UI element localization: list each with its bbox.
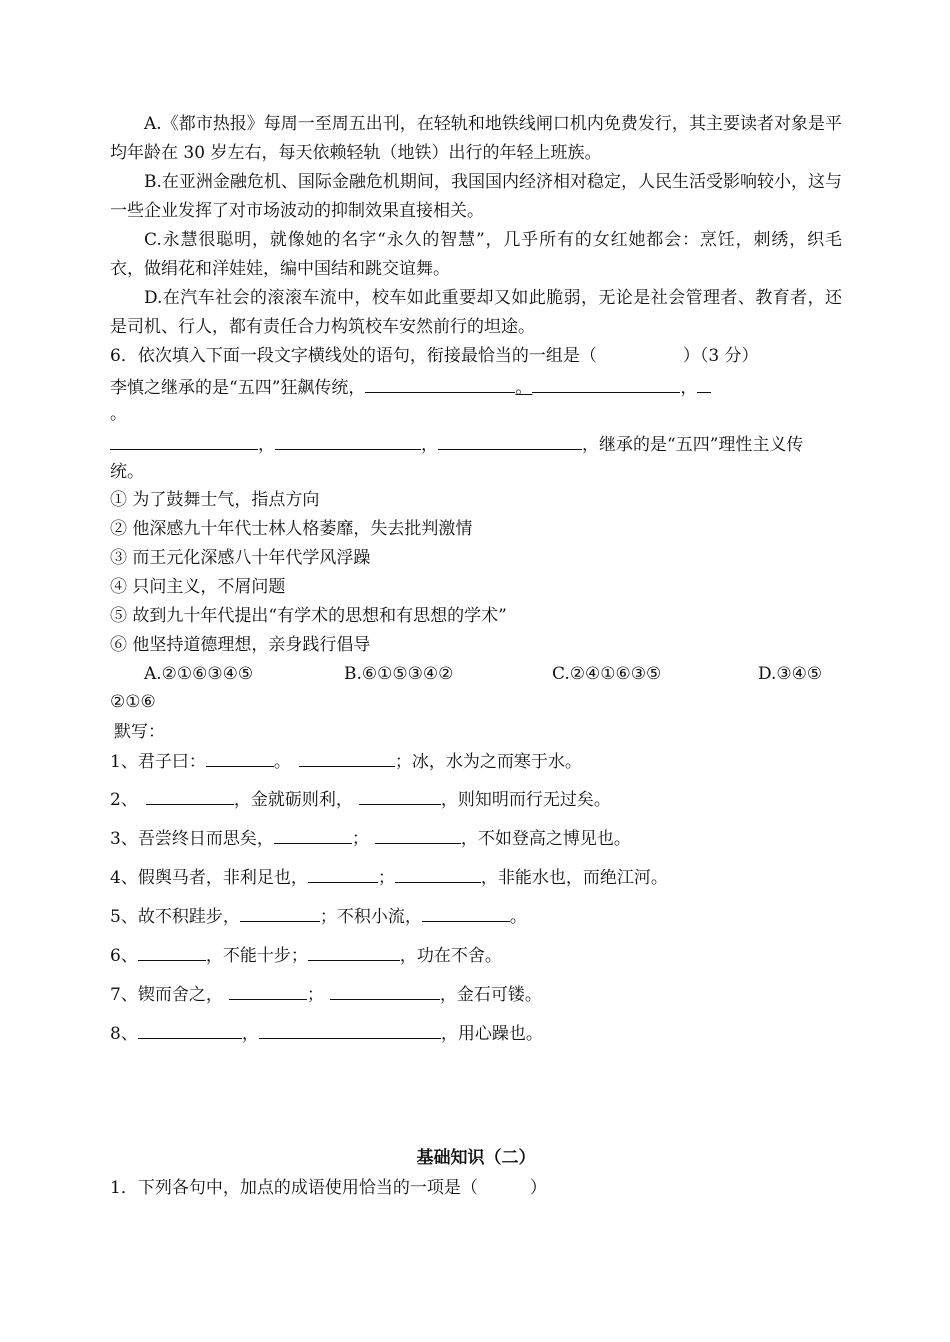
q6-item-2: ② 他深感九十年代士林人格萎靡，失去批判激情 bbox=[110, 519, 473, 539]
dictation-line-4: 4、假舆马者，非利足也， ； ，非能水也，而绝江河。 bbox=[110, 864, 668, 890]
dictation-line-7: 7、锲而舍之， ； ，金石可镂。 bbox=[110, 981, 542, 1007]
q6-item-4: ④ 只问主义，不屑问题 bbox=[110, 577, 286, 597]
blank[interactable] bbox=[422, 903, 510, 922]
dictation-line-3: 3、吾尝终日而思矣， ； ，不如登高之博见也。 bbox=[110, 825, 631, 851]
q6-item-1: ① 为了鼓舞士气，指点方向 bbox=[110, 490, 320, 510]
dictation-line-6: 6、 ，不能十步； ，功在不舍。 bbox=[110, 942, 502, 968]
blank[interactable] bbox=[138, 942, 206, 961]
blank[interactable] bbox=[697, 374, 711, 393]
blank[interactable] bbox=[275, 431, 421, 450]
dictation-line-5: 5、故不积跬步， ；不积小流， 。 bbox=[110, 903, 527, 929]
blank[interactable] bbox=[240, 903, 320, 922]
q5-option-b: B.在亚洲金融危机、国际金融危机期间，我国国内经济相对稳定，人民生活受影响较小，这与一些企业发挥了对市场波动的抑制效果直接相关。 bbox=[110, 172, 842, 221]
blank[interactable] bbox=[308, 864, 378, 883]
section-title: 基础知识（二） bbox=[416, 1148, 536, 1168]
q6-stem: 6．依次填入下面一段文字横线处的语句，衔接最恰当的一组是（ ）（3 分） bbox=[110, 346, 759, 366]
q6-option-d-wrap: ②①⑥ bbox=[110, 692, 156, 712]
blank[interactable] bbox=[395, 864, 481, 883]
q6-item-3: ③ 而王元化深感八十年代学风浮躁 bbox=[110, 548, 371, 568]
q5-option-a: A.《都市热报》每周一至周五出刊，在轻轨和地铁线闸口机内免费发行，其主要读者对象是平均年龄在 30 岁左右，每天依赖轻轨（地铁）出行的年轻上班族。 bbox=[110, 114, 842, 163]
blank[interactable] bbox=[365, 374, 515, 393]
q5-option-c: C.永慧很聪明，就像她的名字“永久的智慧”，几乎所有的女红她都会：烹饪，刺绣，织毛衣，做绢花和洋娃娃，编中国结和跳交谊舞。 bbox=[110, 230, 842, 279]
blank[interactable] bbox=[438, 431, 582, 450]
q6-item-6: ⑥ 他坚持道德理想，亲身践行倡导 bbox=[110, 635, 371, 655]
blank[interactable] bbox=[330, 981, 440, 1000]
blank[interactable] bbox=[532, 374, 680, 393]
q6-passage-line-1: 李慎之继承的是“五四”狂飙传统， 。 ， bbox=[110, 374, 711, 400]
blank[interactable] bbox=[259, 1020, 441, 1039]
dictation-heading: 默写： bbox=[114, 722, 165, 742]
q6-option-b: B.⑥①⑤③④② bbox=[344, 664, 454, 684]
blank[interactable] bbox=[375, 825, 461, 844]
q5-option-d: D.在汽车社会的滚滚车流中，校车如此重要却又如此脆弱，无论是社会管理者、教育者，还是司机、行人，都有责任合力构筑校车安然前行的坦途。 bbox=[110, 288, 842, 337]
q6-item-5: ⑤ 故到九十年代提出“有学术的思想和有思想的学术” bbox=[110, 606, 507, 626]
q6-option-c: C.②④①⑥③⑤ bbox=[552, 664, 662, 684]
dictation-line-8: 8、 ， ，用心躁也。 bbox=[110, 1020, 543, 1046]
blank[interactable] bbox=[299, 748, 395, 767]
blank[interactable] bbox=[274, 825, 352, 844]
blank[interactable] bbox=[138, 1020, 242, 1039]
blank[interactable] bbox=[110, 431, 258, 450]
dictation-line-2: 2、 ，金就砺则利， ，则知明而行无过矣。 bbox=[110, 786, 611, 812]
dictation-line-1: 1、君子曰： 。 ；冰，水为之而寒于水。 bbox=[110, 748, 582, 774]
blank[interactable] bbox=[229, 981, 307, 1000]
q6-option-a: A.②①⑥③④⑤ bbox=[144, 664, 254, 684]
section2-question-1: 1．下列各句中，加点的成语使用恰当的一项是（ ） bbox=[110, 1178, 547, 1198]
q6-passage-line-2: 。 bbox=[110, 404, 127, 424]
blank[interactable] bbox=[206, 748, 274, 767]
blank[interactable] bbox=[308, 942, 400, 961]
blank[interactable] bbox=[359, 786, 441, 805]
blank[interactable] bbox=[146, 786, 234, 805]
q6-passage-line-3: ， ， ，继承的是“五四”理性主义传 bbox=[110, 431, 803, 457]
q6-option-d: D.③④⑤ bbox=[758, 664, 823, 684]
q6-passage-line-4: 统。 bbox=[110, 462, 144, 482]
